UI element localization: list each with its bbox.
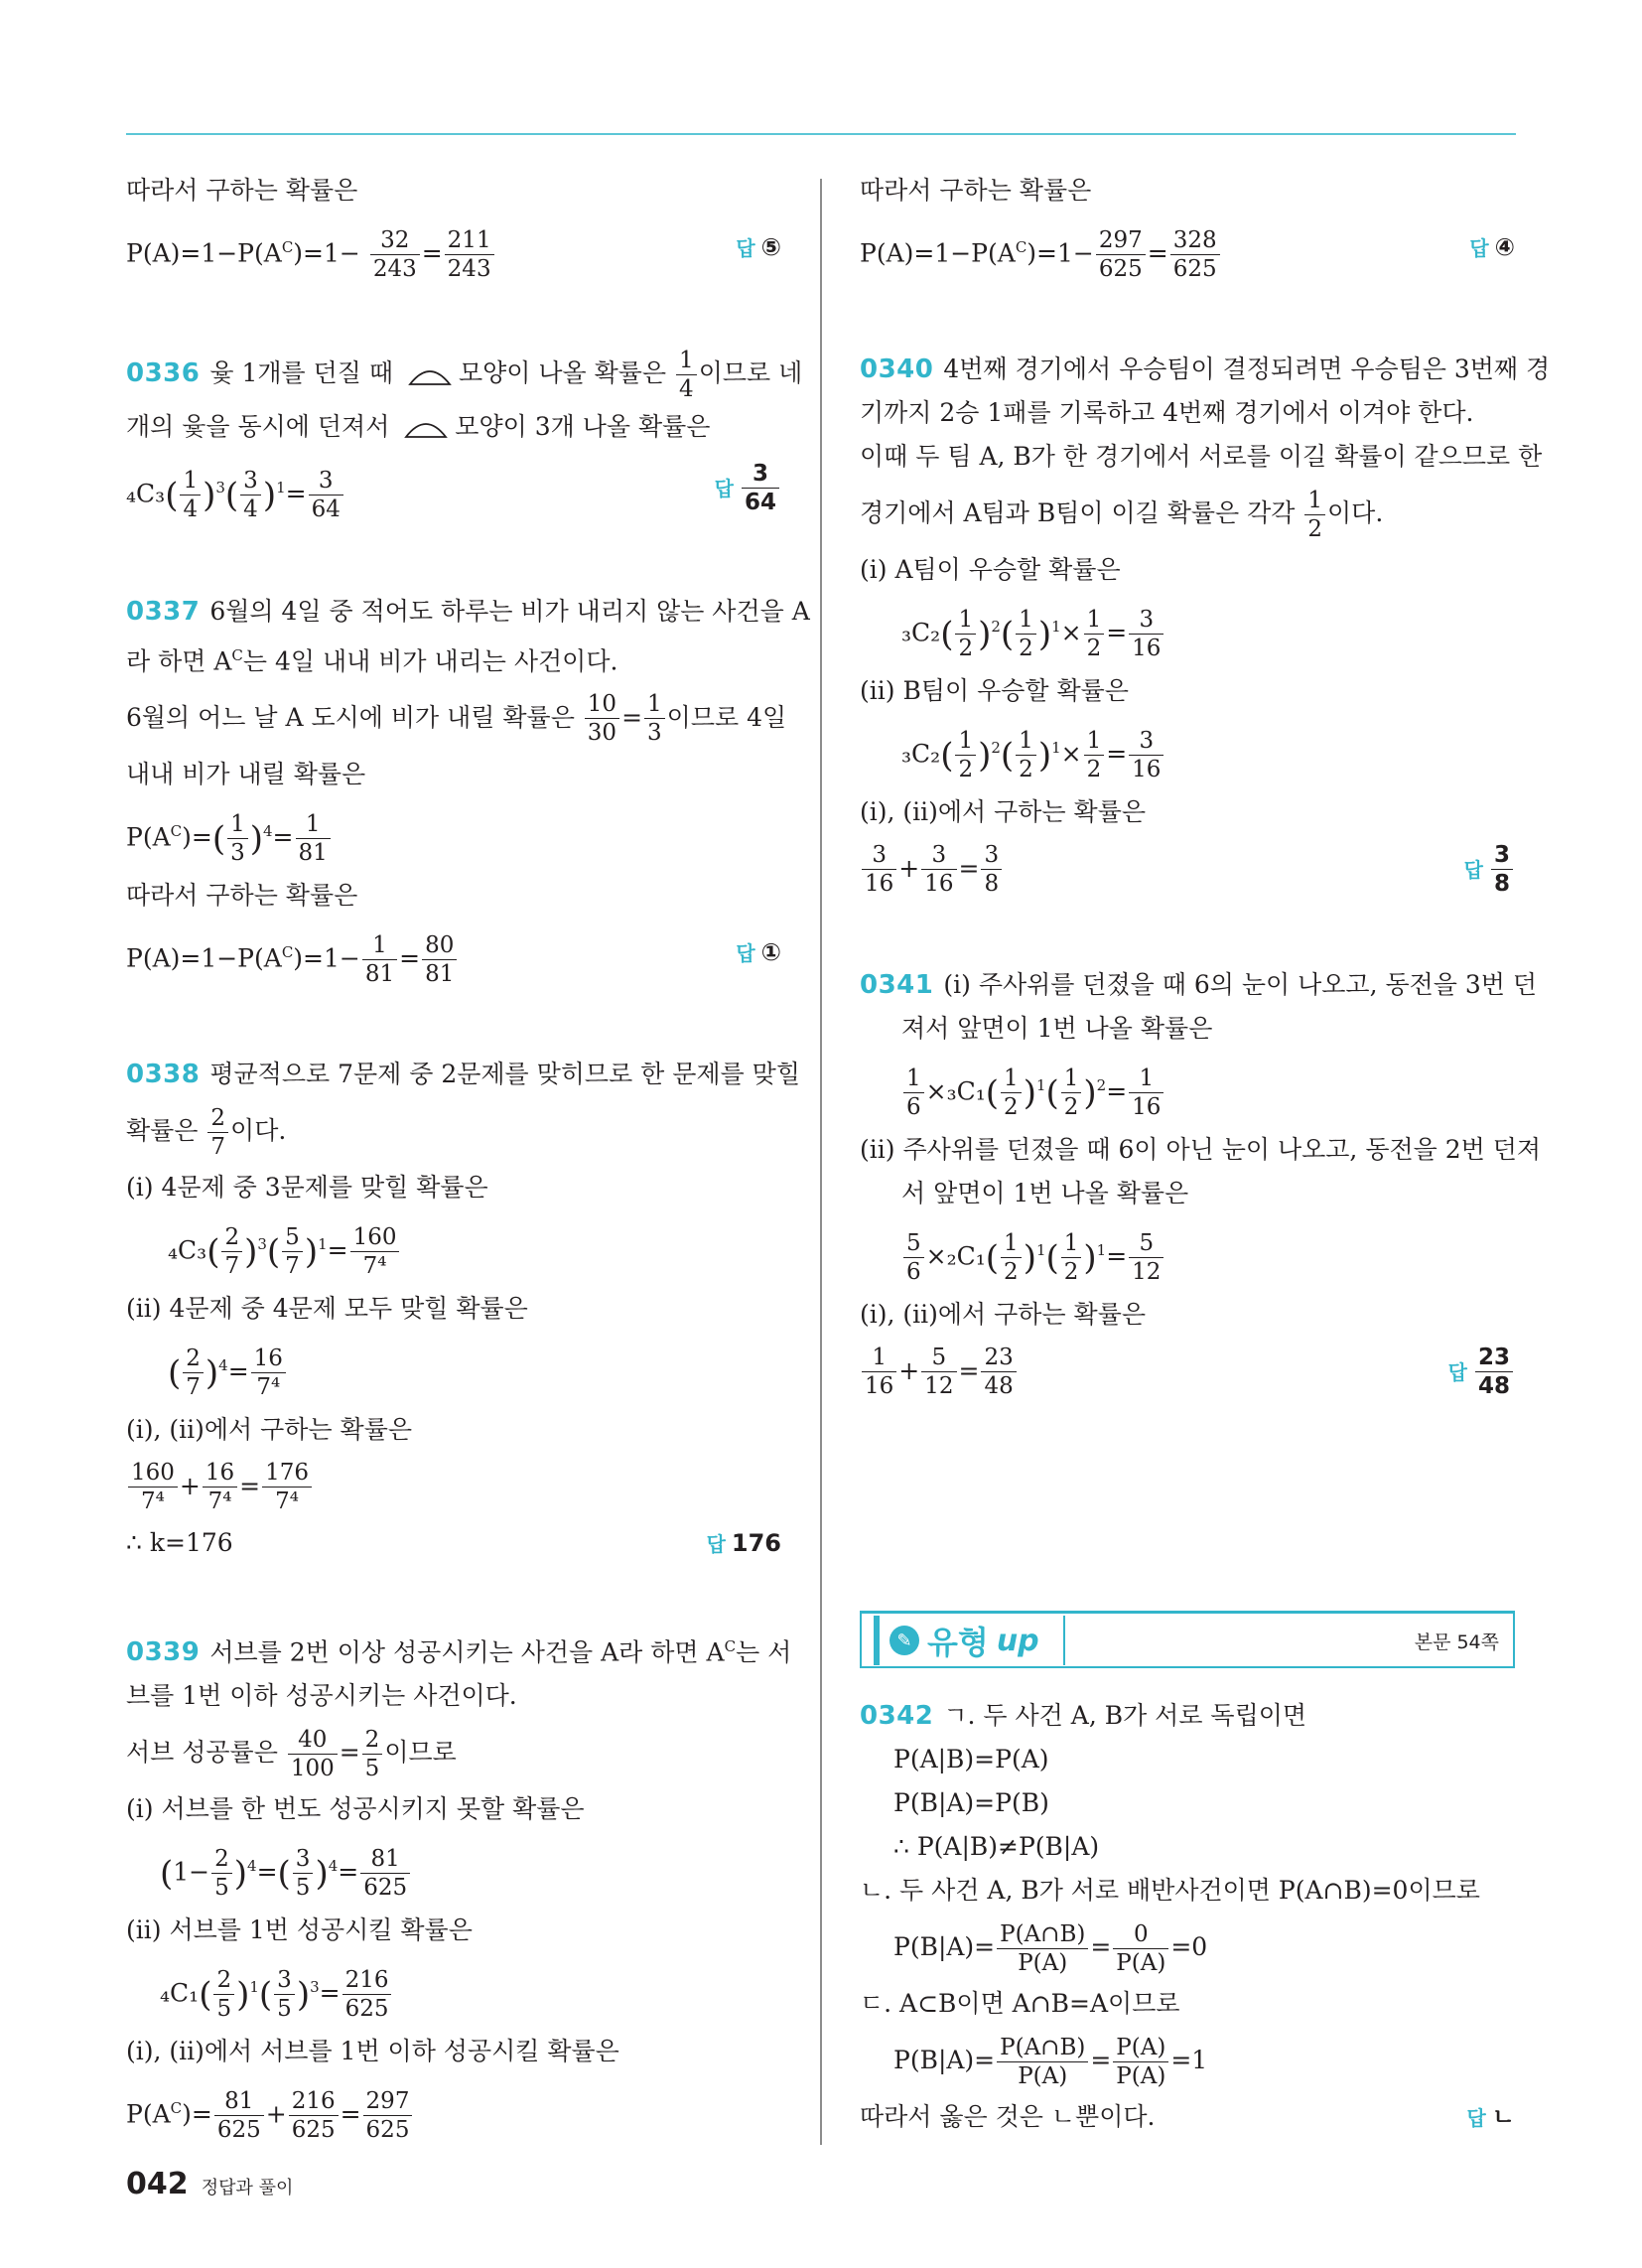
section-subtitle: up [996, 1623, 1039, 1658]
text-line: 브를 1번 이하 성공시키는 사건이다. [126, 1681, 517, 1711]
page-number: 042 [126, 2167, 189, 2201]
text-line: (ⅰ) 4문제 중 3문제를 맞힐 확률은 [126, 1173, 488, 1203]
text-line: (ⅰ), (ⅱ)에서 구하는 확률은 [860, 1299, 1146, 1329]
text-line: 내내 비가 내릴 확률은 [126, 759, 366, 788]
solution-continued [126, 169, 781, 288]
problem-number: 0341 [860, 969, 934, 1000]
answer: 답 ① [736, 937, 781, 966]
fraction: $\frac{1}{4}$ [676, 350, 697, 401]
equation: ∴ P(A|B)≠P(B|A) [893, 1832, 1100, 1861]
problem-number: 0339 [126, 1637, 201, 1668]
text-line: 따라서 구하는 확률은 [860, 176, 1092, 205]
text-line: 기까지 2승 1패를 기록하고 4번째 경기에서 이겨야 한다. [860, 398, 1474, 428]
problem-0339 [126, 1625, 792, 2149]
text-line: 따라서 구하는 확률은 [126, 880, 358, 910]
problem-number: 0336 [126, 358, 201, 389]
pencil-note-icon: ✎ [889, 1626, 919, 1655]
equation: $\frac{1}{16}$ + $\frac{5}{12}$ = $\frac{23}{48}$ 답 $\frac{23}{48}$ [860, 1337, 1515, 1406]
header-rule [126, 133, 1516, 135]
equation: ( $\frac{2}{7}$ )$^4$= $\frac{16}{\text{7⁴}}$ [126, 1331, 781, 1408]
answer: 답 $\frac{3}{64}$ [715, 453, 781, 523]
answer: 답 ④ [1469, 233, 1515, 261]
text-line: (ⅰ), (ⅱ)에서 구하는 확률은 [860, 796, 1146, 826]
answer: 답 ㄴ [1466, 2103, 1515, 2131]
text-line: (ⅰ) 서브를 한 번도 성공시키지 못할 확률은 [126, 1794, 585, 1824]
text-line: 0337 6월의 4일 중 적어도 하루는 비가 내리지 않는 사건을 A [126, 596, 810, 627]
page-reference: 본문 54쪽 [1414, 1631, 1499, 1653]
equation: ₄C₁( $\frac{2}{5}$ )$^1$( $\frac{3}{5}$ )$^3$= $\frac{216}{625}$ [126, 1952, 781, 2030]
text-line: 따라서 구하는 확률은 [126, 176, 358, 205]
text-line: 이때 두 팀 A, B가 한 경기에서 서로를 이길 확률이 같으므로 한 [860, 442, 1543, 472]
text-line: 0340 4번째 경기에서 우승팀이 결정되려면 우승팀은 3번째 경 [860, 354, 1551, 385]
text-line: (ⅰ), (ⅱ)에서 구하는 확률은 [126, 1414, 412, 1444]
answer: 답 ⑤ [736, 233, 781, 261]
text-line: 개의 윷을 동시에 던져서 모양이 3개 나올 확률은 [126, 411, 711, 441]
equation: $\frac{5}{6}$ ×₂C₁( $\frac{1}{2}$ )$^1$( $\frac{1}{2}$ )$^1$= $\frac{5}{12}$ [860, 1215, 1515, 1293]
yut-dome-icon [407, 364, 453, 386]
problem-0342 [860, 1694, 1515, 2139]
equation: ₄C₃( $\frac{2}{7}$ )$^3$( $\frac{5}{7}$ )$^1$= $\frac{160}{\text{7⁴}}$ [126, 1209, 781, 1287]
column-divider [820, 179, 822, 2145]
text-line: 확률은 $\frac{2}{7}$ 이다. [126, 1104, 287, 1160]
problem-number: 0338 [126, 1060, 201, 1090]
footer-label: 정답과 풀이 [201, 2178, 294, 2198]
text-line: 0336 윷 1개를 던질 때 모양이 나올 확률은 $\frac{1}{4}$ 이므로 네 [126, 347, 803, 402]
equation: $\frac{1}{6}$ ×₃C₁( $\frac{1}{2}$ )$^1$( $\frac{1}{2}$ )$^2$= $\frac{1}{16}$ [860, 1051, 1515, 1128]
equation: P(B|A)= $\frac{P(A\cap B)}{P(A)}$ = $\frac{P(A)}{P(A)}$ =1 [893, 2034, 1208, 2089]
problem-0338 [126, 1053, 800, 1565]
text-line: 따라서 옳은 것은 ㄴ뿐이다. 답 ㄴ [860, 2095, 1515, 2139]
problem-number: 0342 [860, 1701, 934, 1731]
equation: $\frac{160}{\text{7⁴}}$ + $\frac{16}{\text{7⁴}}$ = $\frac{176}{\text{7⁴}}$ [126, 1452, 781, 1521]
text-line: 서 앞면이 1번 나올 확률은 [901, 1178, 1189, 1207]
equation: $\frac{3}{16}$ + $\frac{3}{16}$ = $\frac{3}{8}$ 답 $\frac{3}{8}$ [860, 834, 1515, 904]
problem-number: 0340 [860, 354, 934, 385]
equation: (1− $\frac{2}{5}$ )$^4$=( $\frac{3}{5}$ )$^4$= $\frac{81}{625}$ [126, 1831, 781, 1909]
text-line: (ⅱ) 4문제 중 4문제 모두 맞힐 확률은 [126, 1293, 528, 1323]
fraction: $\frac{211}{243}$ [445, 229, 494, 281]
equation: ₃C₂( $\frac{1}{2}$ )$^2$( $\frac{1}{2}$ )$^1$× $\frac{1}{2}$ = $\frac{3}{16}$ [860, 592, 1515, 669]
page-footer [126, 2167, 293, 2201]
text-line: 0339 서브를 2번 이상 성공시키는 사건을 A라 하면 $A^C$는 서 [126, 1636, 792, 1668]
text-line: 6월의 어느 날 A 도시에 비가 내릴 확률은 $\frac{10}{30}$ = $\frac{1}{3}$ 이므로 4일 [126, 691, 787, 747]
left-column [126, 169, 810, 2149]
section-banner [860, 1611, 1515, 1668]
equation: P(B|A)= $\frac{P(A\cap B)}{P(A)}$ = $\frac{0}{P(A)}$ =0 [893, 1920, 1208, 1976]
yut-dome-icon [403, 417, 449, 439]
equation: $P(A^C)=$( $\frac{1}{3}$ )$^4$= $\frac{1}{81}$ [126, 796, 781, 874]
text-line: 져서 앞면이 1번 나올 확률은 [901, 1013, 1213, 1043]
text-line: ㄷ. A⊂B이면 A∩B=A이므로 [860, 1989, 1180, 2018]
solution-continued [860, 169, 1515, 288]
equation: $P(A^C)=$ $\frac{81}{625}$ + $\frac{216}{625}$ = $\frac{297}{625}$ [126, 2073, 781, 2149]
problem-0337 [126, 590, 810, 993]
answer: 답 $\frac{3}{8}$ [1464, 834, 1515, 905]
problem-0336 [126, 347, 803, 529]
equation: ₄C₃( $\frac{1}{4}$ )$^3$( $\frac{3}{4}$ )$^1$= $\frac{3}{64}$ 답 $\frac{3}{64}$ [126, 453, 781, 530]
text-line: (ⅱ) B팀이 우승할 확률은 [860, 676, 1129, 706]
text-line: 0341 (ⅰ) 주사위를 던졌을 때 6의 눈이 나오고, 동전을 3번 던 [860, 969, 1538, 1000]
right-column [860, 169, 1551, 1406]
equation: ₃C₂( $\frac{1}{2}$ )$^2$( $\frac{1}{2}$ )$^1$× $\frac{1}{2}$ = $\frac{3}{16}$ [860, 713, 1515, 790]
equation: $P(A)=1-P(A^C)=1-$ $\frac{297}{625}$ = $\frac{328}{625}$ 답 ④ [860, 213, 1515, 288]
section-title: 유형 [927, 1624, 989, 1661]
fraction: $\frac{32}{243}$ [370, 229, 420, 281]
text-line: 0342 ㄱ. 두 사건 A, B가 서로 독립이면 [860, 1701, 1307, 1731]
text-line: (ⅱ) 서브를 1번 성공시킬 확률은 [126, 1914, 473, 1944]
answer: 답 $\frac{23}{48}$ [1448, 1337, 1515, 1407]
problem-0341 [860, 963, 1542, 1406]
problem-0340 [860, 348, 1551, 904]
text-line: 서브 성공률은 $\frac{40}{100}$ = $\frac{2}{5}$ 이므로 [126, 1726, 457, 1781]
text-line: 라 하면 $A^C$는 4일 내내 비가 내리는 사건이다. [126, 645, 618, 675]
text-line: 경기에서 A팀과 B팀이 이길 확률은 각각 $\frac{1}{2}$ 이다. [860, 487, 1384, 542]
section-badge [874, 1616, 1065, 1665]
text-line: (ⅰ) A팀이 우승할 확률은 [860, 555, 1121, 585]
equation: P(A|B)=P(A) [893, 1745, 1049, 1773]
text-line: ∴ k=176 답 176 [126, 1521, 781, 1565]
text-line: (ⅱ) 주사위를 던졌을 때 6이 아닌 눈이 나오고, 동전을 2번 던져 [860, 1134, 1542, 1164]
text-line: ㄴ. 두 사건 A, B가 서로 배반사건이면 P(A∩B)=0이므로 [860, 1876, 1480, 1905]
answer: 답 176 [706, 1528, 781, 1557]
equation: $P(A)=1-P(A^C)=1-$ $\frac{32}{243}$ = $\frac{211}{243}$ 답 ⑤ [126, 213, 781, 288]
equation: P(B|A)=P(B) [893, 1788, 1049, 1817]
problem-number: 0337 [126, 596, 201, 627]
equation: $P(A)=1-P(A^C)=1-$ $\frac{1}{81}$ = $\frac{80}{81}$ 답 ① [126, 918, 781, 993]
text-line: (ⅰ), (ⅱ)에서 서브를 1번 이하 성공시킬 확률은 [126, 2036, 619, 2065]
text-line: 0338 평균적으로 7문제 중 2문제를 맞히므로 한 문제를 맞힐 [126, 1060, 800, 1090]
